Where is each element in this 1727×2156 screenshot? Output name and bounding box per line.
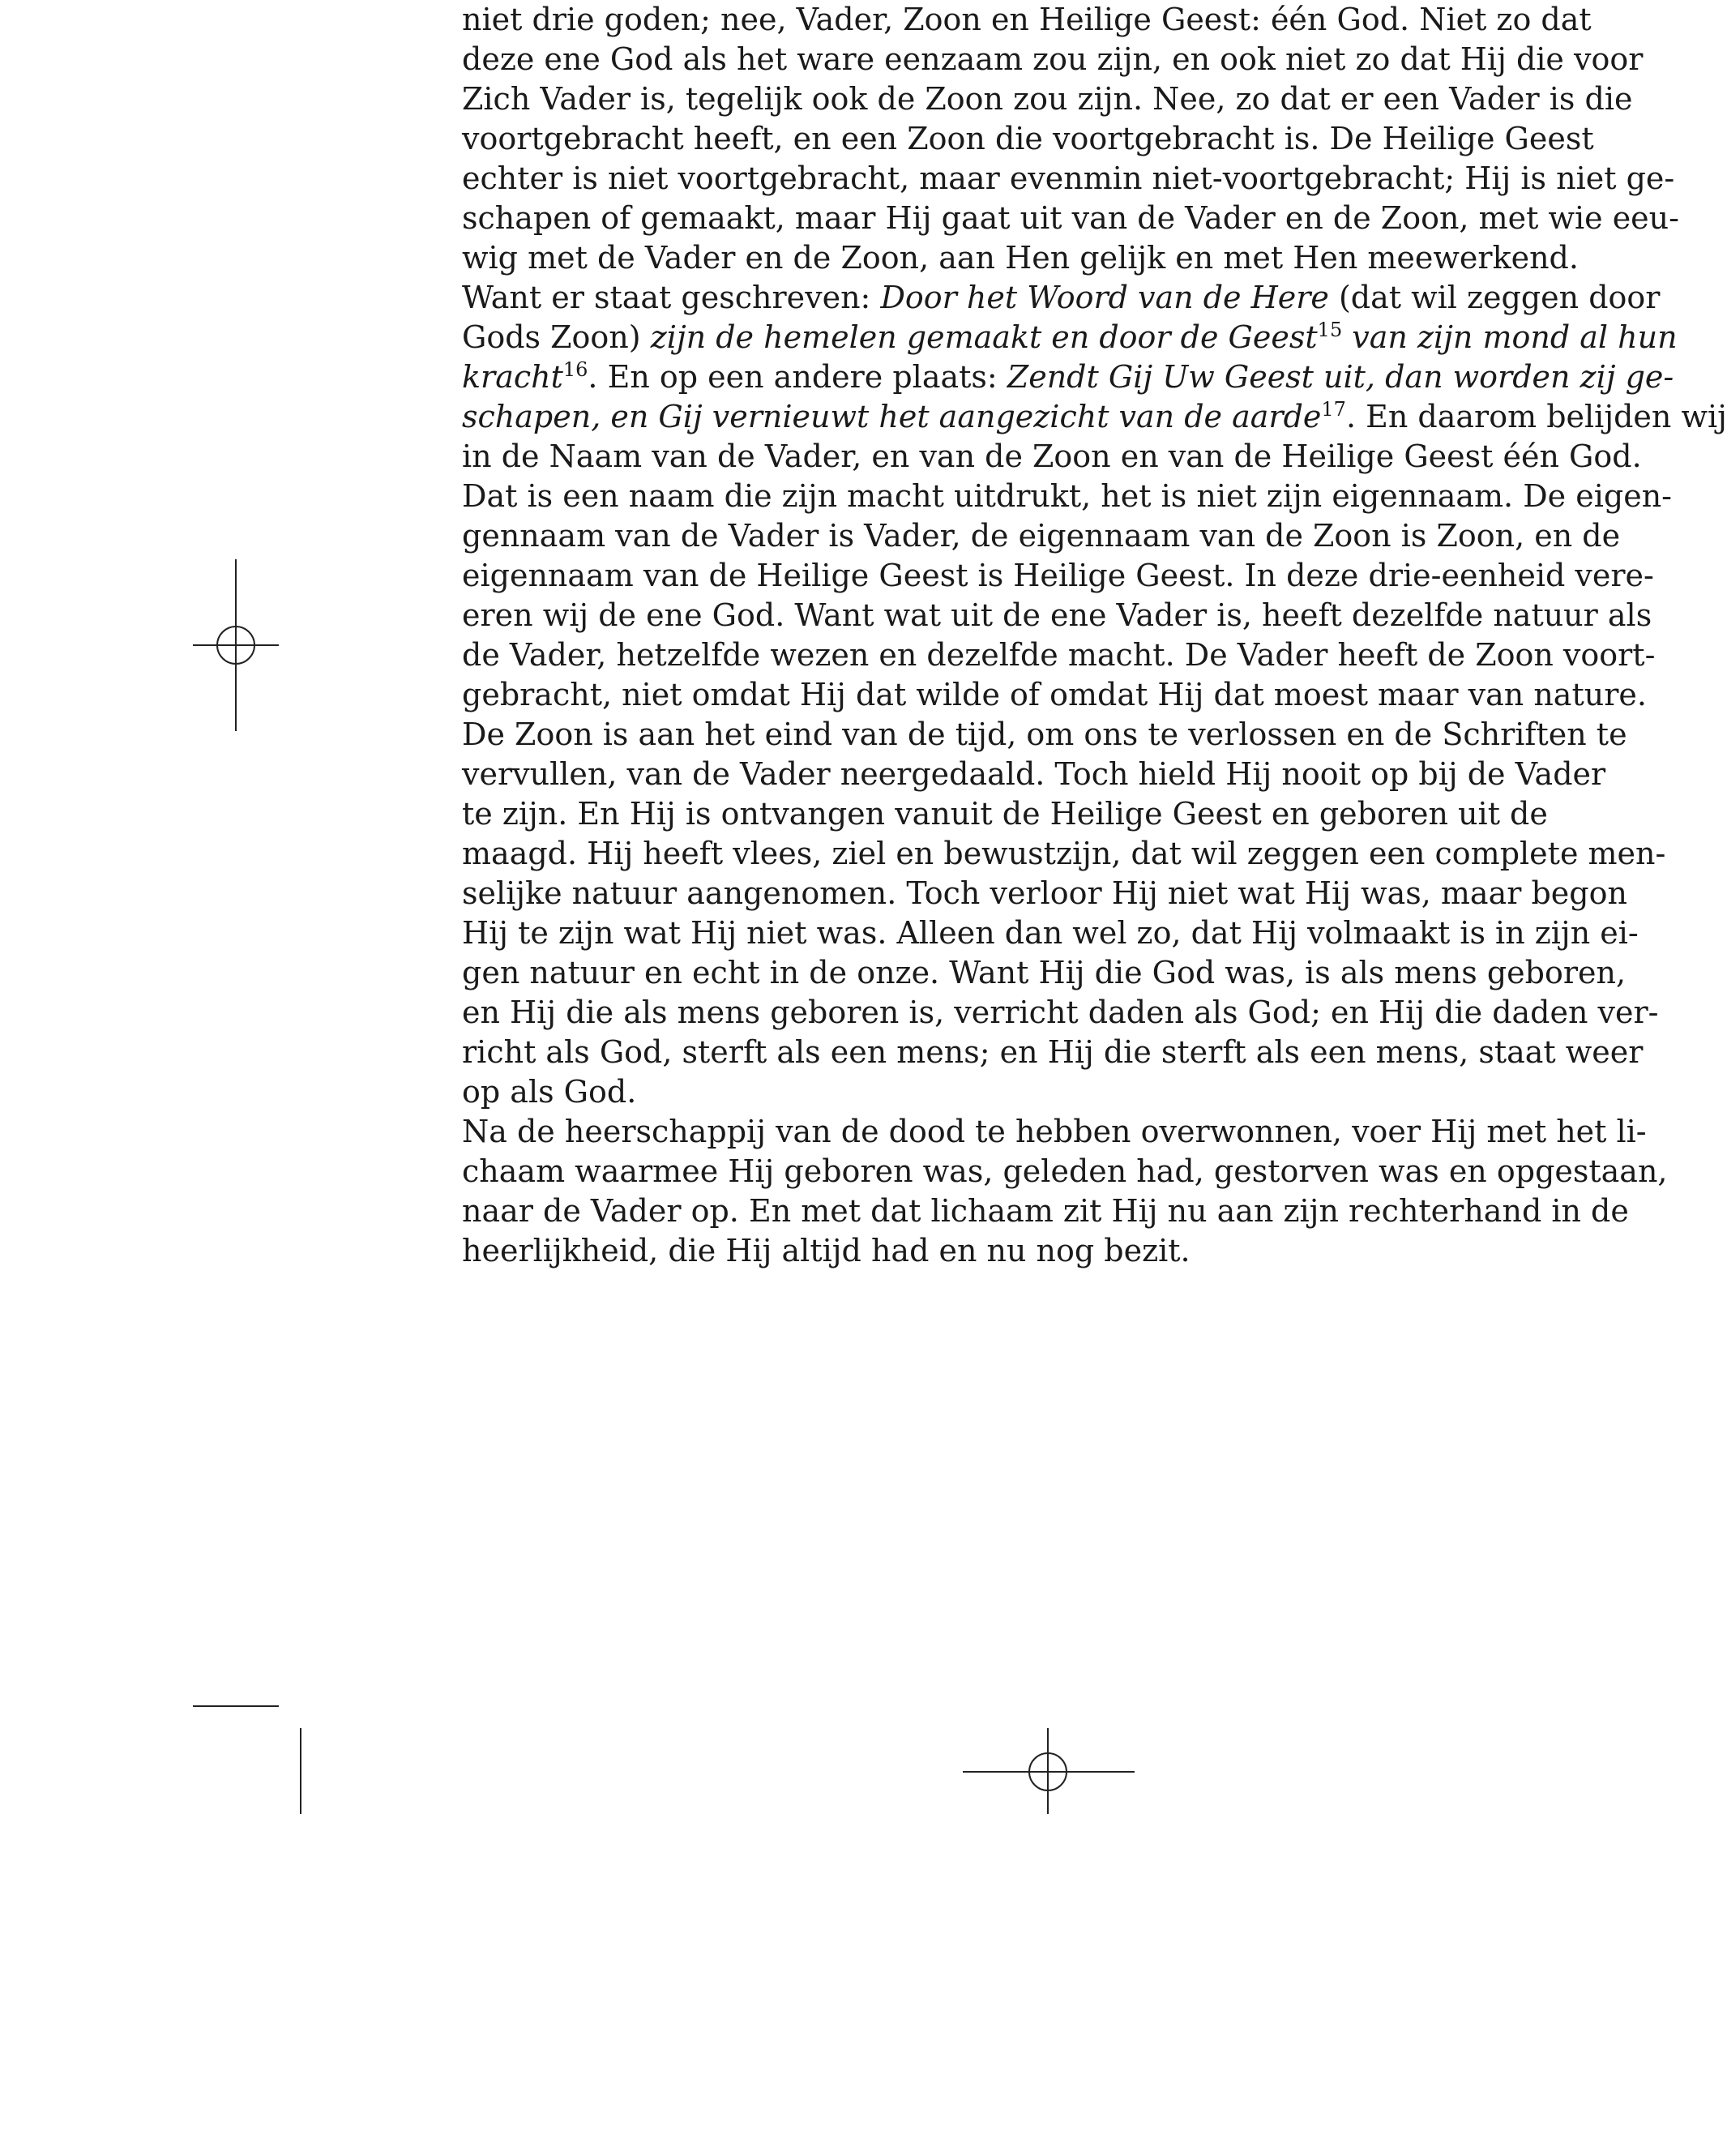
- scripture-quote: zijn de hemelen gemaakt en door de Geest: [650, 319, 1318, 355]
- text-line: op als God.: [462, 1074, 637, 1110]
- body-text: [462, 0, 1727, 1271]
- text-line: naar de Vader op. En met dat lichaam zit Hij nu aan zijn rechterhand in de: [462, 1193, 1629, 1229]
- text-line: Na de heerschappij van de dood te hebben overwonnen, voer Hij met het li-: [462, 1114, 1647, 1149]
- footnote-ref: 17: [1321, 398, 1346, 421]
- scripture-quote: Door het Woord van de Here: [880, 280, 1329, 315]
- text-line: Hij te zijn wat Hij niet was. Alleen dan wel zo, dat Hij volmaakt is in zijn ei-: [462, 915, 1639, 951]
- text-line: De Zoon is aan het eind van de tijd, om ons te verlossen en de Schriften te: [462, 717, 1627, 752]
- text-line: eren wij de ene God. Want wat uit de ene Vader is, heeft dezelfde natuur als: [462, 597, 1652, 633]
- text-line: en Hij die als mens geboren is, verricht daden als God; en Hij die daden ver-: [462, 995, 1659, 1030]
- text-line: Want er staat geschreven: Door het Woord van de Here (dat wil zeggen door: [462, 280, 1661, 315]
- text-line: gennaam van de Vader is Vader, de eigennaam van de Zoon is Zoon, en de: [462, 518, 1621, 554]
- footnote-ref: 15: [1317, 319, 1343, 341]
- text-line: eigennaam van de Heilige Geest is Heilige Geest. In deze drie-eenheid vere-: [462, 558, 1654, 593]
- text-line: niet drie goden; nee, Vader, Zoon en Heilige Geest: één God. Niet zo dat: [462, 2, 1592, 37]
- text-line: Dat is een naam die zijn macht uitdrukt, het is niet zijn eigennaam. De eigen-: [462, 478, 1673, 514]
- text-line: Zich Vader is, tegelijk ook de Zoon zou zijn. Nee, zo dat er een Vader is die: [462, 81, 1633, 117]
- text-line: chaam waarmee Hij geboren was, geleden had, gestorven was en opgestaan,: [462, 1153, 1668, 1189]
- text-line: voortgebracht heeft, en een Zoon die voortgebracht is. De Heilige Geest: [462, 121, 1594, 156]
- text-line: echter is niet voortgebracht, maar evenmin niet-voortgebracht; Hij is niet ge-: [462, 160, 1675, 196]
- text-line: richt als God, sterft als een mens; en Hij die sterft als een mens, staat weer: [462, 1034, 1644, 1070]
- text-line: gebracht, niet omdat Hij dat wilde of omdat Hij dat moest maar van nature.: [462, 677, 1647, 712]
- crosshair-circle: [216, 626, 255, 665]
- crosshair-circle: [1028, 1752, 1067, 1791]
- text-line: kracht$^{16}$. En op een andere plaats: Zendt Gij Uw Geest uit, dan worden zij ge-: [462, 358, 1674, 395]
- footnote-ref: 16: [562, 358, 588, 381]
- scripture-quote: kracht: [462, 359, 563, 395]
- text-line: in de Naam van de Vader, en van de Zoon en van de Heilige Geest één God.: [462, 438, 1642, 474]
- text-line: schapen of gemaakt, maar Hij gaat uit van de Vader en de Zoon, met wie eeu-: [462, 200, 1679, 236]
- text-line: Gods Zoon) zijn de hemelen gemaakt en door de Geest$^{15}$ van zijn mond al hun: [462, 319, 1678, 355]
- text-line: heerlijkheid, die Hij altijd had en nu nog bezit.: [462, 1233, 1191, 1268]
- crop-mark-horizontal-line: [193, 1705, 279, 1707]
- text-line: selijke natuur aangenomen. Toch verloor Hij niet wat Hij was, maar begon: [462, 875, 1627, 911]
- scripture-quote: schapen, en Gij vernieuwt het aangezicht van de aarde: [462, 399, 1322, 434]
- text-line: maagd. Hij heeft vlees, ziel en bewustzijn, dat wil zeggen een complete men-: [462, 836, 1666, 871]
- text-line: vervullen, van de Vader neergedaald. Toch hield Hij nooit op bij de Vader: [462, 756, 1606, 792]
- scripture-quote: Zendt Gij Uw Geest uit, dan worden zij ge-: [1007, 359, 1674, 395]
- scripture-quote: van zijn mond al hun: [1342, 319, 1678, 355]
- crop-mark-vertical-line: [300, 1728, 301, 1814]
- text-line: de Vader, hetzelfde wezen en dezelfde macht. De Vader heeft de Zoon voort-: [462, 637, 1656, 673]
- text-line: wig met de Vader en de Zoon, aan Hen gelijk en met Hen meewerkend.: [462, 240, 1579, 276]
- text-line: te zijn. En Hij is ontvangen vanuit de Heilige Geest en geboren uit de: [462, 796, 1548, 832]
- text-line: gen natuur en echt in de onze. Want Hij die God was, is als mens geboren,: [462, 955, 1627, 990]
- text-line: schapen, en Gij vernieuwt het aangezicht van de aarde$^{17}$. En daarom belijden wij: [462, 398, 1727, 434]
- text-line: deze ene God als het ware eenzaam zou zijn, en ook niet zo dat Hij die voor: [462, 41, 1644, 77]
